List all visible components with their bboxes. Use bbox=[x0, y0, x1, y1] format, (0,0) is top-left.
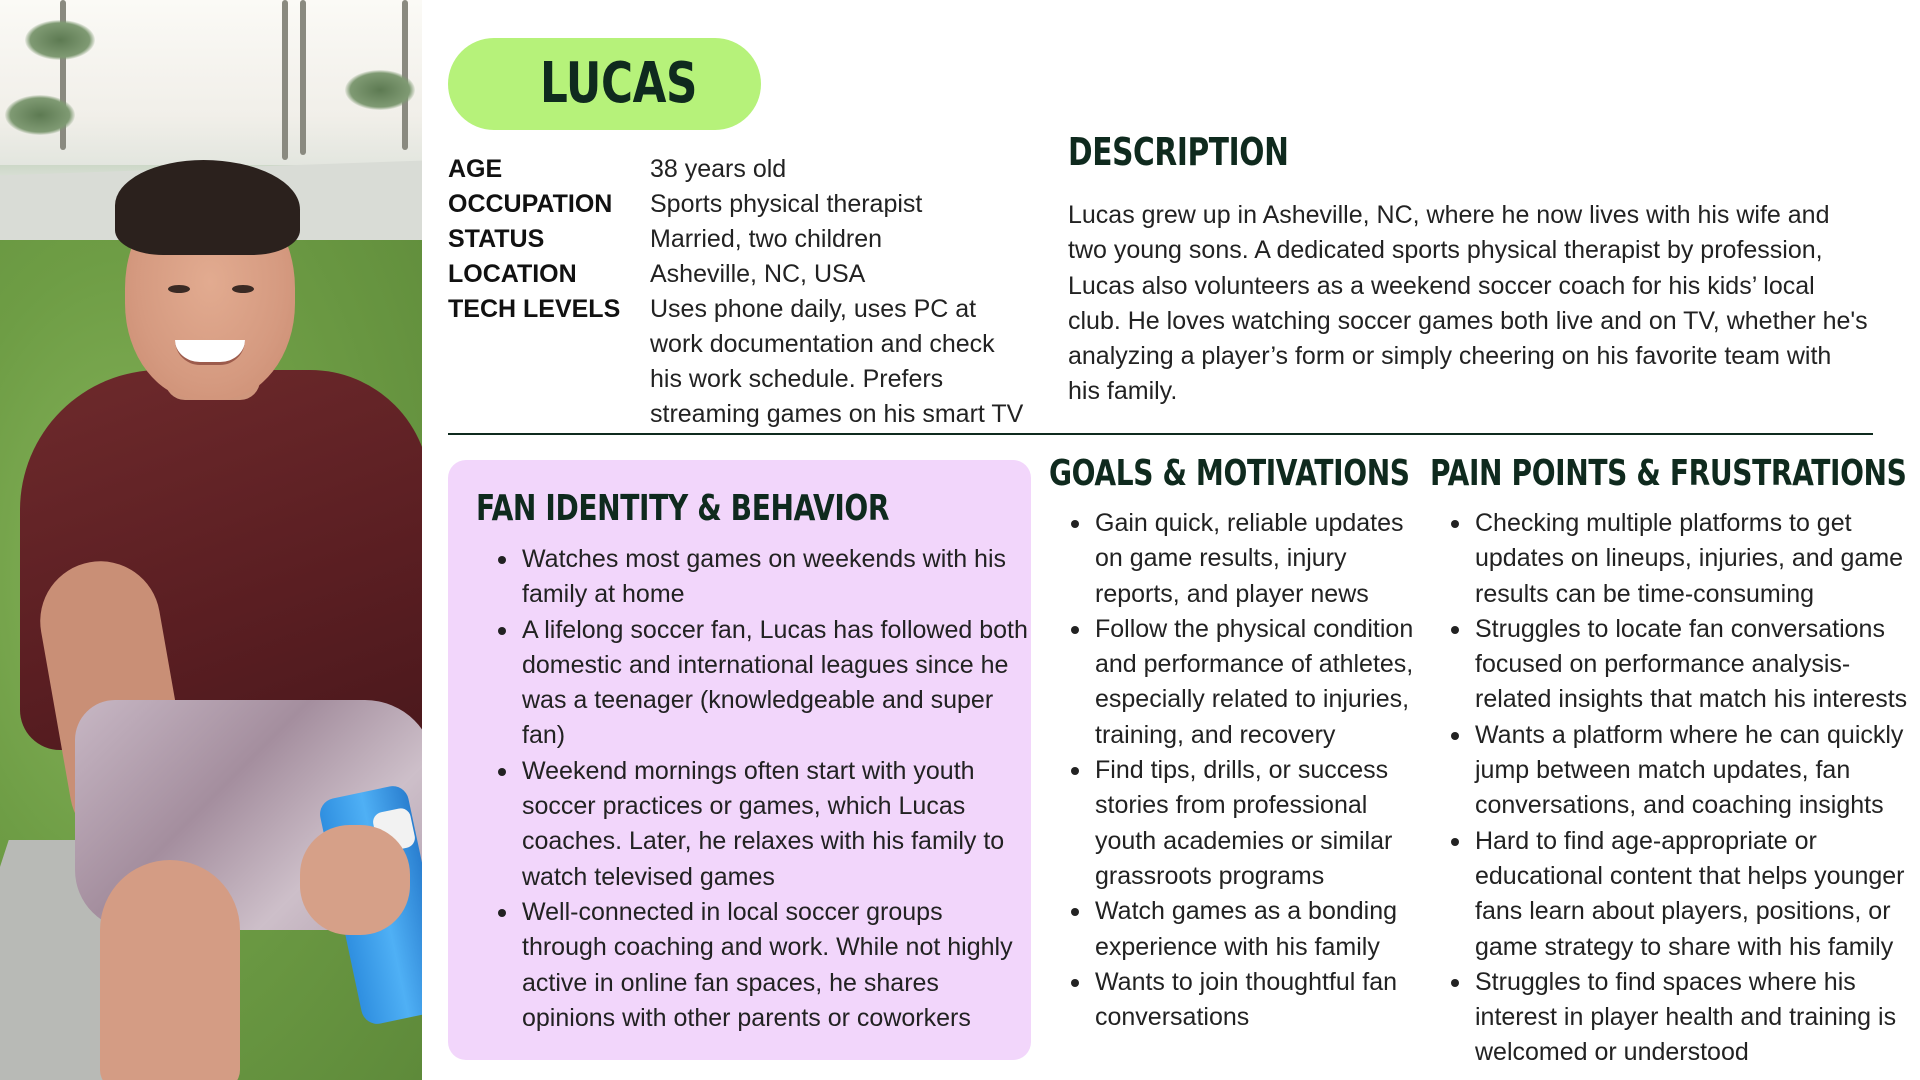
photo-eye bbox=[168, 285, 190, 293]
photo-hand bbox=[300, 825, 410, 935]
info-row-tech-levels bbox=[448, 292, 1048, 432]
list-item: A lifelong soccer fan, Lucas has followed both domestic and international leagues since he was a teenager (knowledgeable and super fan) bbox=[490, 613, 1030, 754]
persona-info-table bbox=[448, 152, 1048, 432]
list-item: Watch games as a bonding experience with his family bbox=[1063, 894, 1423, 965]
name-badge bbox=[448, 38, 761, 130]
list-item: Find tips, drills, or success stories from professional youth academies or similar grassroots programs bbox=[1063, 753, 1423, 894]
section-divider bbox=[448, 433, 1873, 435]
list-item: Checking multiple platforms to get updates on lineups, injuries, and game results can be time-consuming bbox=[1443, 506, 1913, 612]
pain-points-list bbox=[1443, 506, 1913, 1071]
info-label: AGE bbox=[448, 155, 503, 183]
info-row-age bbox=[448, 152, 1048, 187]
fan-identity-list bbox=[490, 542, 1030, 1036]
photo-leg bbox=[100, 860, 240, 1080]
list-item: Struggles to find spaces where his interest in player health and training is welcomed or understood bbox=[1443, 965, 1913, 1071]
info-value: Sports physical therapist bbox=[650, 190, 923, 218]
palm-tree bbox=[282, 0, 288, 160]
palm-tree bbox=[300, 0, 306, 155]
list-item: Gain quick, reliable updates on game results, injury reports, and player news bbox=[1063, 506, 1423, 612]
pain-points-heading: PAIN POINTS & FRUSTRATIONS bbox=[1430, 453, 1907, 494]
list-item: Follow the physical condition and performance of athletes, especially related to injuries, training, and recovery bbox=[1063, 612, 1423, 753]
list-item: Weekend mornings often start with youth soccer practices or games, which Lucas coaches. Later, he relaxes with his family to watch televised games bbox=[490, 754, 1030, 895]
persona-photo bbox=[0, 0, 422, 1080]
photo-hair bbox=[115, 160, 300, 255]
info-value: Uses phone daily, uses PC at work documentation and check his work schedule. Prefers streaming games on his smart TV bbox=[650, 295, 1024, 428]
info-label: TECH LEVELS bbox=[448, 295, 621, 323]
info-row-occupation bbox=[448, 187, 1048, 222]
list-item: Watches most games on weekends with his family at home bbox=[490, 542, 1030, 613]
info-label: LOCATION bbox=[448, 260, 577, 288]
info-value: Married, two children bbox=[650, 225, 883, 253]
list-item: Wants to join thoughtful fan conversations bbox=[1063, 965, 1423, 1036]
list-item: Hard to find age-appropriate or educational content that helps younger fans learn about players, positions, or game strategy to share with his family bbox=[1443, 824, 1913, 965]
fan-identity-heading: FAN IDENTITY & BEHAVIOR bbox=[476, 488, 890, 529]
palm-frond bbox=[25, 20, 95, 60]
palm-frond bbox=[5, 95, 75, 135]
info-value: Asheville, NC, USA bbox=[650, 260, 866, 288]
list-item: Wants a platform where he can quickly jump between match updates, fan conversations, and coaching insights bbox=[1443, 718, 1913, 824]
photo-eye bbox=[232, 285, 254, 293]
list-item: Struggles to locate fan conversations focused on performance analysis-related insights that match his interests bbox=[1443, 612, 1913, 718]
description-text: Lucas grew up in Asheville, NC, where he now lives with his wife and two young sons. A dedicated sports physical therapist by profession, Lucas also volunteers as a weekend soccer coach for his kids’ local club. He loves watching soccer games both live and on TV, whether he's analyzing a player’s form or simply cheering on his favorite team with his family. bbox=[1068, 201, 1868, 406]
info-row-location bbox=[448, 257, 1048, 292]
info-row-status bbox=[448, 222, 1048, 257]
palm-frond bbox=[345, 70, 415, 110]
persona-name: LUCAS bbox=[540, 51, 698, 116]
info-label: OCCUPATION bbox=[448, 190, 613, 218]
description-heading: DESCRIPTION bbox=[1068, 130, 1289, 174]
list-item: Well-connected in local soccer groups through coaching and work. While not highly active in online fan spaces, he shares opinions with other parents or coworkers bbox=[490, 895, 1030, 1036]
goals-heading: GOALS & MOTIVATIONS bbox=[1049, 453, 1410, 494]
info-value: 38 years old bbox=[650, 155, 787, 183]
goals-list bbox=[1063, 506, 1423, 1035]
info-label: STATUS bbox=[448, 225, 545, 253]
